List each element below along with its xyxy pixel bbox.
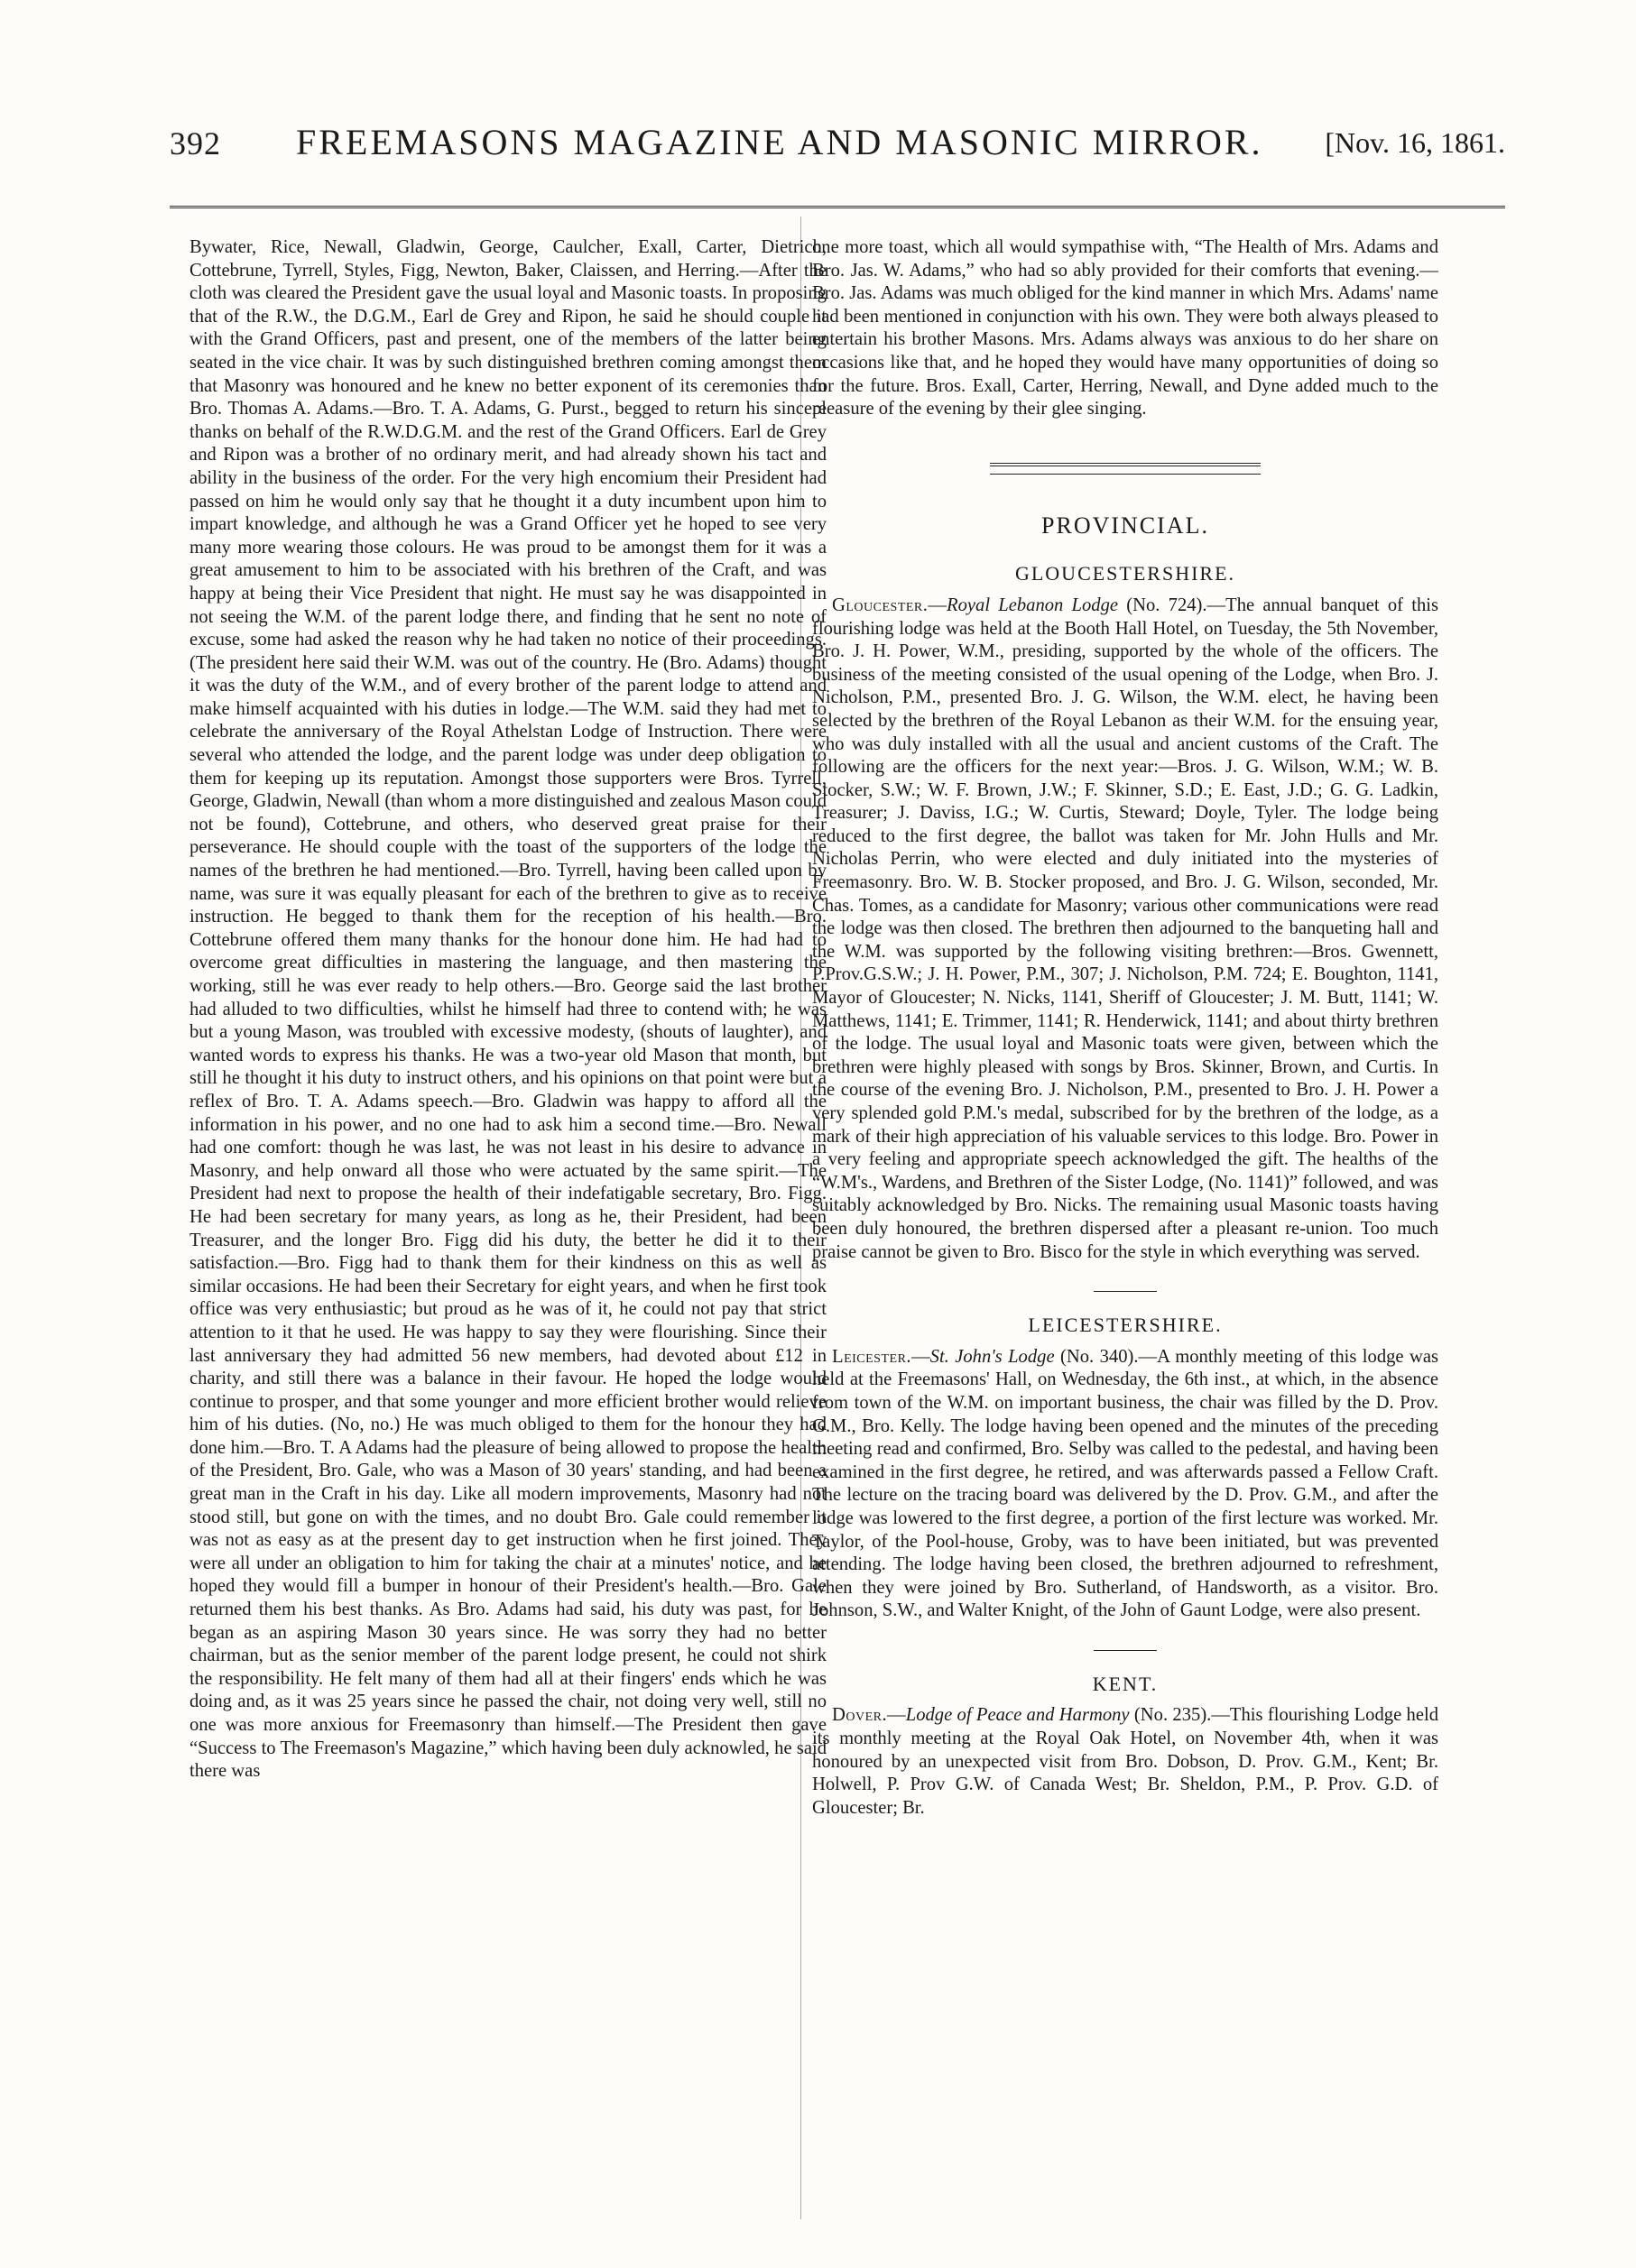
magazine-title: FREEMASONS MAGAZINE AND MASONIC MIRROR. xyxy=(296,122,1263,162)
lodge-name: Royal Lebanon Lodge xyxy=(947,595,1119,615)
subhead-leicestershire: LEICESTERSHIRE. xyxy=(1028,1314,1223,1337)
report-text: (No. 340).—A monthly meeting of this lodge was held at the Freemasons' Hall, on Wednesday, the 6th inst., at which, in the absence from town of the W.M. on important business, the chair was filled by the D. Prov. G.M., Bro. Kelly. The lodge having been opened and the minutes of the preceding meeting read and confirmed, Bro. Selby was called to the pedestal, and having been examined in the first degree, he retired, and was afterwards passed a Fellow Craft. The lecture on the tracing board was delivered by the D. Prov. G.M., and after the lodge was lowered to the first degree, a portion of the first lecture was worked. Mr. Taylor, of the Pool-house, Groby, was to have been initiated, but was prevented attending. The lodge having been closed, the brethren adjourned to refreshment, when they were joined by Bro. Sutherland, of Handsworth, as a visitor. Bro. Johnson, S.W., and Walter Knight, of the John of Gaunt Lodge, were also present. xyxy=(812,1346,1438,1621)
section-rule-single xyxy=(990,474,1261,475)
place-name: Dover. xyxy=(832,1705,888,1726)
short-divider xyxy=(1094,1650,1157,1651)
section-rule-double xyxy=(990,463,1261,466)
short-divider xyxy=(1094,1291,1157,1292)
lodge-name: Lodge of Peace and Harmony xyxy=(905,1705,1130,1726)
subhead-kent: KENT. xyxy=(1092,1672,1159,1695)
gloucester-report: Gloucester.—Royal Lebanon Lodge (No. 724).—The annual banquet of this flourishing lodge was held at the Booth Hall Hotel, on Tuesday, the 5th November, Bro. J. H. Power, W.M., presiding, supported by the whole of the officers. The business of the meeting consisted of the usual opening of the Lodge, when Bro. J. Nicholson, P.M., presented Bro. J. G. Wilson, the W.M. elect, he having been selected by the brethren of the Royal Lebanon as their W.M. for the ensuing year, who was duly installed with all the usual and ancient customs of the Craft. The following are the officers for the next year:—Bros. J. G. Wilson, W.M.; W. B. Stocker, S.W.; W. F. Brown, J.W.; F. Skinner, S.D.; E. East, J.D.; G. G. Ladkin, Treasurer; J. Daviss, I.G.; W. Curtis, Steward; Doyle, Tyler. The lodge being reduced to the first degree, the ballot was taken for Mr. John Hulls and Mr. Nicholas Perrin, who were elected and duly initiated into the mysteries of Freemasonry. Bro. W. B. Stocker proposed, and Bro. J. G. Wilson, seconded, Mr. Chas. Tomes, as a candidate for Masonry; various other communications were read the lodge was then closed. The brethren then adjourned to the banqueting hall and the W.M. was supported by the following visiting brethren:—Bros. Gwennett, P.Prov.G.S.W.; J. H. Power, P.M., 307; J. Nicholson, P.M. 724; E. Boughton, 1141, Mayor of Gloucester; N. Nicks, 1141, Sheriff of Gloucester; J. M. Butt, 1141; W. Matthews, 1141; E. Trimmer, 1141; R. Henderwick, 1141; and about thirty brethren of the lodge. The usual loyal and Masonic toats were given, between which the brethren were highly pleased with songs by Bros. Skinner, Brown, and Curtis. In the course of the evening Bro. J. Nicholson, P.M., presented to Bro. J. H. Power a very splended gold P.M.'s medal, subscribed for by the brethren of the lodge, as a mark of their high appreciation of his valuable services to this lodge. Bro. Power in a very feeling and appropriate speech acknowledged the gift. The healths of the “W.M's., Wardens, and Brethren of the Sister Lodge, (No. 1141)” followed, and was suitably acknowledged by Bro. Nicks. The remaining usual Masonic toasts having been duly honoured, the brethren dispersed after a pleasant re-union. Too much praise cannot be given to Bro. Bisco for the style in which everything was served. xyxy=(812,595,1438,1262)
right-column-opening: one more toast, which all would sympathise with, “The Health of Mrs. Adams and Bro. Jas. W. Adams,” who had so ably provided for their comforts that evening.—Bro. Jas. Adams was much obliged for the kind manner in which Mrs. Adams' name had been mentioned in conjunction with his own. They were both always pleased to entertain his brother Masons. Mrs. Adams always was anxious to do her share on occasions like that, and he hoped they would have many opportunities of doing so for the future. Bros. Exall, Carter, Herring, Newall, and Dyne added much to the pleasure of the evening by their glee singing. xyxy=(812,237,1438,419)
subhead-gloucestershire: GLOUCESTERSHIRE. xyxy=(1014,562,1236,585)
report-text: (No. 724).—The annual banquet of this flourishing lodge was held at the Booth Hall Hotel, on Tuesday, the 5th November, Bro. J. H. Power, W.M., presiding, supported by the whole of the officers. The business of the meeting consisted of the usual opening of the Lodge, when Bro. J. Nicholson, P.M., presented Bro. J. G. Wilson, the W.M. elect, he having been selected by the brethren of the Royal Lebanon as their W.M. for the ensuing year, who was duly installed with all the usual and ancient customs of the Craft. The following are the officers for the next year:—Bros. J. G. Wilson, W.M.; W. B. Stocker, S.W.; W. F. Brown, J.W.; F. Skinner, S.D.; E. East, J.D.; G. G. Ladkin, Treasurer; J. Daviss, I.G.; W. Curtis, Steward; Doyle, Tyler. The lodge being reduced to the first degree, the ballot was taken for Mr. John Hulls and Mr. Nicholas Perrin, who were elected and duly initiated into the mysteries of Freemasonry. Bro. W. B. Stocker proposed, and Bro. J. G. Wilson, seconded, Mr. Chas. Tomes, as a candidate for Masonry; various other communications were read the lodge was then closed. The brethren then adjourned to the banqueting hall and the W.M. was supported by the following visiting brethren:—Bros. Gwennett, P.Prov.G.S.W.; J. H. Power, P.M., 307; J. Nicholson, P.M. 724; E. Boughton, 1141, Mayor of Gloucester; N. Nicks, 1141, Sheriff of Gloucester; J. M. Butt, 1141; W. Matthews, 1141; E. Trimmer, 1141; R. Henderwick, 1141; and about thirty brethren of the lodge. The usual loyal and Masonic toats were given, between which the brethren were highly pleased with songs by Bros. Skinner, Brown, and Curtis. In the course of the evening Bro. J. Nicholson, P.M., presented to Bro. J. H. Power a very splended gold P.M.'s medal, subscribed for by the brethren of the lodge, as a mark of their high appreciation of his valuable services to this lodge. Bro. Power in a very feeling and appropriate speech acknowledged the gift. The healths of the “W.M's., Wardens, and Brethren of the Sister Lodge, (No. 1141)” followed, and was suitably acknowledged by Bro. Nicks. The remaining usual Masonic toasts having been duly honoured, the brethren dispersed after a pleasant re-union. Too much praise cannot be given to Bro. Bisco for the style in which everything was served. xyxy=(812,595,1438,1262)
header-rule xyxy=(170,206,1505,208)
left-column xyxy=(189,236,827,2212)
place-name: Gloucester. xyxy=(832,595,929,615)
leicester-report: Leicester.—St. John's Lodge (No. 340).—A monthly meeting of this lodge was held at the Freemasons' Hall, on Wednesday, the 6th inst., at which, in the absence from town of the W.M. on important business, the chair was filled by the D. Prov. G.M., Bro. Kelly. The lodge having been opened and the minutes of the preceding meeting read and confirmed, Bro. Selby was called to the pedestal, and having been examined in the first degree, he retired, and was afterwards passed a Fellow Craft. The lecture on the tracing board was delivered by the D. Prov. G.M., and after the lodge was lowered to the first degree, a portion of the first lecture was worked. Mr. Taylor, of the Pool-house, Groby, was to have been initiated, but was prevented attending. The lodge having been closed, the brethren adjourned to refreshment, when they were joined by Bro. Sutherland, of Handsworth, as a visitor. Bro. Johnson, S.W., and Walter Knight, of the John of Gaunt Lodge, were also present. xyxy=(812,1346,1438,1621)
lodge-name: St. John's Lodge xyxy=(929,1346,1055,1367)
left-column-text: Bywater, Rice, Newall, Gladwin, George, Caulcher, Exall, Carter, Dietrich, Cottebrune, Tyrrell, Styles, Figg, Newton, Baker, Claissen, and Herring.—After the cloth was cleared the President gave the usual loyal and Masonic toasts. In proposing that of the R.W., the D.G.M., Earl de Grey and Ripon, he said he should couple it with the Grand Officers, past and present, one of the members of the latter being seated in the vice chair. It was by such distinguished brethren coming amongst them that Masonry was honoured and he knew no better exponent of its ceremonies than Bro. Thomas A. Adams.—Bro. T. A. Adams, G. Purst., begged to return his sincere thanks on behalf of the R.W.D.G.M. and the rest of the Grand Officers. Earl de Grey and Ripon was a brother of no ordinary merit, and had already shown his tact and ability in the business of the order. For the very high encomium their President had passed on him he would only say that he thought it a duty incumbent upon him to impart knowledge, and although he was a Grand Officer yet he hoped to see very many more wearing those colours. He was proud to be amongst them for it was a great amusement to him to be associated with his brethren of the Craft, and was happy at being their Vice President that night. He must say he was disappointed in not seeing the W.M. of the parent lodge there, and finding that he sent no note of excuse, some had asked the reason why he had taken no notice of their proceedings. (The president here said their W.M. was out of the country. He (Bro. Adams) thought it was the duty of the W.M., and of every brother of the parent lodge to attend and make himself acquainted with his duties in lodge.—The W.M. said they had met to celebrate the anniversary of the Royal Athelstan Lodge of Instruction. There were several who attended the lodge, and the parent lodge was under deep obligation to them for keeping up its reputation. Amongst those supporters were Bros. Tyrrell, George, Gladwin, Newall (than whom a more distinguished and zealous Mason could not be found), Cottebrune, and others, who deserved great praise for their perseverance. He should couple with the toast of the supporters of the lodge the names of the brethren he had mentioned.—Bro. Tyrrell, having been called upon by name, was sure it was equally pleasant for each of the brethren to give as to receive instruction. He begged to thank them for the reception of his health.—Bro. Cottebrune offered them many thanks for the honour done him. He had had to overcome great difficulties in mastering the language, and then mastering the working, still he was ever ready to help others.—Bro. George said the last brother had alluded to two difficulties, whilst he himself had three to contend with; he was but a young Mason, was troubled with excessive modesty, (shouts of laughter), and wanted words to express his thanks. He was a two-year old Mason that month, but still he thought it his duty to instruct others, and his opinions on that point were but a reflex of Bro. T. A. Adams speech.—Bro. Gladwin was happy to afford all the information in his power, and no one had to ask him a second time.—Bro. Newall had one comfort: though he was last, he was not least in his desire to advance in Masonry, and help onward all those who were actuated by the same spirit.—The President had next to propose the health of their indefatigable secretary, Bro. Figg. He had been secretary for many years, as long as he, their President, had been Treasurer, and the longer Bro. Figg did his duty, the better he did it to their satisfaction.—Bro. Figg had to thank them for their kindness on this as well as similar occasions. He had been their Secretary for eight years, and when he first took office was very enthusiastic; but proud as he was of it, he could not pay that strict attention to it that he used. He was happy to say they were flourishing. Since their last anniversary they had admitted 56 new members, had devoted about £12 in charity, and still there was a balance in their favour. He hoped the lodge would continue to prosper, and that some younger and more efficient brother would relieve him of his duties. (No, no.) He was much obliged to them for the honour they had done him.—Bro. T. A Adams had the pleasure of being allowed to propose the health of the President, Bro. Gale, who was a Mason of 30 years' standing, and had been a great man in the Craft in his day. Like all modern improvements, Masonry had not stood still, but gone on with the times, and no doubt Bro. Gale could remember it was not as easy as at the present day to get instruction when he first joined. They were all under an obligation to him for taking the chair at a minutes' notice, and he hoped they would fill a bumper in honour of their President's health.—Bro. Gale returned them his best thanks. As Bro. Adams had said, his duty was past, for he began as an aspiring Mason 30 years since. He was sorry they had no better chairman, but as the senior member of the parent lodge present, he could not shirk the responsibility. He felt many of them had all at their fingers' ends which he was doing and, as it was 25 years since he passed the chair, not doing very well, still no one was more anxious for Freemasonry than himself.—The President then gave “Success to The Freemason's Magazine,” which having been duly acknowled, he said there was xyxy=(189,237,827,1782)
page-number: 392 xyxy=(170,125,221,161)
section-title: PROVINCIAL. xyxy=(1041,512,1209,539)
kent-report: Dover.—Lodge of Peace and Harmony (No. 235).—This flourishing Lodge held its monthly meeting at the Royal Oak Hotel, on November 4th, when it was honoured by an unexpected visit from Bro. Dobson, D. Prov. G.M., Kent; Br. Holwell, P. Prov G.W. of Canada West; Br. Sheldon, P.M., P. Prov. G.D. of Gloucester; Br. xyxy=(812,1705,1438,1818)
issue-date: [Nov. 16, 1861. xyxy=(1325,126,1505,159)
page-header xyxy=(170,117,1505,171)
place-name: Leicester. xyxy=(832,1346,912,1367)
report-text: (No. 235).—This flourishing Lodge held its monthly meeting at the Royal Oak Hotel, on November 4th, when it was honoured by an unexpected visit from Bro. Dobson, D. Prov. G.M., Kent; Br. Holwell, P. Prov G.W. of Canada West; Br. Sheldon, P.M., P. Prov. G.D. of Gloucester; Br. xyxy=(812,1705,1438,1818)
right-column xyxy=(812,236,1438,2212)
